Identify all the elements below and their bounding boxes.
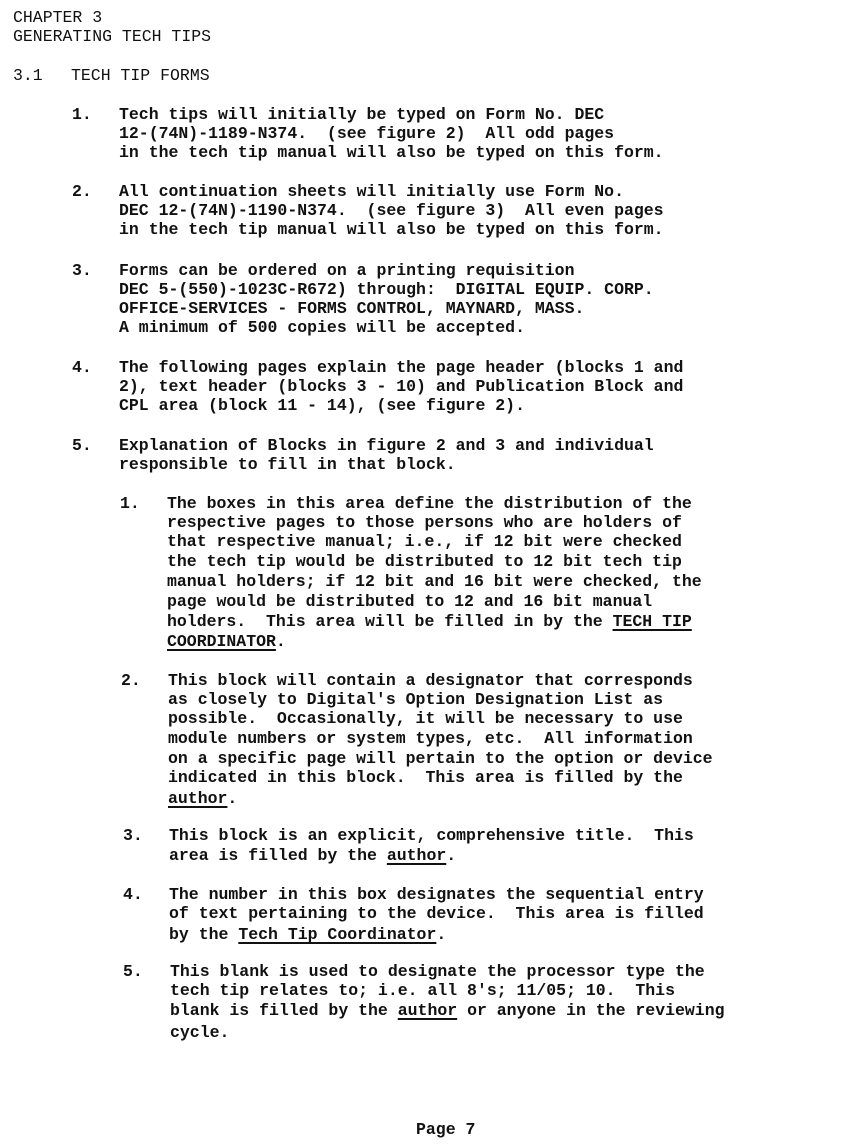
subitem-line: [167, 632, 286, 652]
page-number: Page 7: [416, 1120, 476, 1139]
subitem-number: 1.: [120, 494, 140, 513]
item-line: DEC 5-(550)-1023C-R672) through: DIGITAL EQUIP. CORP.: [119, 280, 654, 299]
item-line: responsible to fill in that block.: [119, 455, 456, 474]
subitem-line: of text pertaining to the device. This area is filled: [169, 904, 704, 923]
subitem-line: possible. Occasionally, it will be necessary to use: [168, 709, 683, 728]
subitem-line: [169, 846, 456, 866]
coordinator-underlined: COORDINATOR: [167, 632, 276, 651]
subitem-text: or anyone in the reviewing: [457, 1001, 725, 1020]
subitem-text: blank is filled by the: [170, 1001, 398, 1020]
subitem-line: [170, 1001, 725, 1021]
subitem-number: 5.: [123, 962, 143, 981]
item-line: 12-(74N)-1189-N374. (see figure 2) All odd pages: [119, 124, 615, 143]
item-line: Explanation of Blocks in figure 2 and 3 and individual: [119, 436, 654, 455]
subitem-tail: .: [227, 789, 238, 808]
subitem-line: manual holders; if 12 bit and 16 bit were checked, the: [167, 572, 702, 591]
item-line: DEC 12-(74N)-1190-N374. (see figure 3) All even pages: [119, 201, 664, 220]
item-number: 5.: [72, 436, 92, 455]
subitem-line: as closely to Digital's Option Designation List as: [168, 690, 664, 709]
subitem-tail: .: [446, 846, 457, 865]
chapter-label: CHAPTER 3: [13, 8, 103, 27]
chapter-title: GENERATING TECH TIPS: [13, 27, 212, 46]
subitem-line: tech tip relates to; i.e. all 8's; 11/05; 10. This: [170, 981, 675, 1000]
item-line: in the tech tip manual will also be typed on this form.: [119, 143, 664, 162]
author-underlined: author: [397, 1001, 458, 1020]
item-line: in the tech tip manual will also be typed on this form.: [119, 220, 664, 239]
subitem-line: module numbers or system types, etc. All information: [168, 729, 693, 748]
item-line: A minimum of 500 copies will be accepted.: [119, 318, 525, 337]
tech-tip-coordinator-underlined: Tech Tip Coordinator: [238, 925, 437, 944]
item-line: The following pages explain the page header (blocks 1 and: [119, 358, 684, 377]
subitem-tail: .: [275, 632, 286, 651]
subitem-line: that respective manual; i.e., if 12 bit were checked: [167, 532, 682, 551]
subitem-number: 3.: [123, 826, 143, 845]
subitem-number: 4.: [123, 885, 143, 904]
item-line: OFFICE-SERVICES - FORMS CONTROL, MAYNARD, MASS.: [119, 299, 585, 318]
item-line: Tech tips will initially be typed on Form No. DEC: [119, 105, 605, 124]
item-line: 2), text header (blocks 3 - 10) and Publication Block and: [119, 377, 684, 396]
subitem-number: 2.: [121, 671, 141, 690]
subitem-line: [168, 789, 237, 809]
subitem-line: This block will contain a designator that corresponds: [168, 671, 693, 690]
subitem-line: [167, 612, 692, 632]
subitem-line: on a specific page will pertain to the option or device: [168, 749, 713, 768]
subitem-text: by the: [169, 925, 239, 944]
tech-tip-underlined: TECH TIP: [612, 612, 692, 631]
item-line: CPL area (block 11 - 14), (see figure 2).: [119, 396, 525, 415]
item-line: All continuation sheets will initially use Form No.: [119, 182, 624, 201]
subitem-text: holders. This area will be filled in by the: [167, 612, 613, 631]
author-underlined: author: [386, 846, 447, 865]
item-line: Forms can be ordered on a printing requisition: [119, 261, 575, 280]
subitem-line: page would be distributed to 12 and 16 bit manual: [167, 592, 653, 611]
subitem-line: [169, 925, 446, 945]
subitem-line: This blank is used to designate the processor type the: [170, 962, 705, 981]
item-number: 2.: [72, 182, 92, 201]
item-number: 4.: [72, 358, 92, 377]
subitem-line: indicated in this block. This area is filled by the: [168, 768, 683, 787]
section-title: TECH TIP FORMS: [71, 66, 210, 85]
subitem-text: area is filled by the: [169, 846, 387, 865]
section-number: 3.1: [13, 66, 43, 85]
subitem-line: respective pages to those persons who are holders of: [167, 513, 682, 532]
subitem-line: This block is an explicit, comprehensive title. This: [169, 826, 694, 845]
subitem-tail: .: [436, 925, 447, 944]
subitem-line: the tech tip would be distributed to 12 bit tech tip: [167, 552, 682, 571]
subitem-line: The number in this box designates the sequential entry: [169, 885, 704, 904]
item-number: 3.: [72, 261, 92, 280]
subitem-line: cycle.: [170, 1023, 230, 1042]
item-number: 1.: [72, 105, 92, 124]
subitem-line: The boxes in this area define the distribution of the: [167, 494, 692, 513]
author-underlined: author: [168, 789, 228, 808]
